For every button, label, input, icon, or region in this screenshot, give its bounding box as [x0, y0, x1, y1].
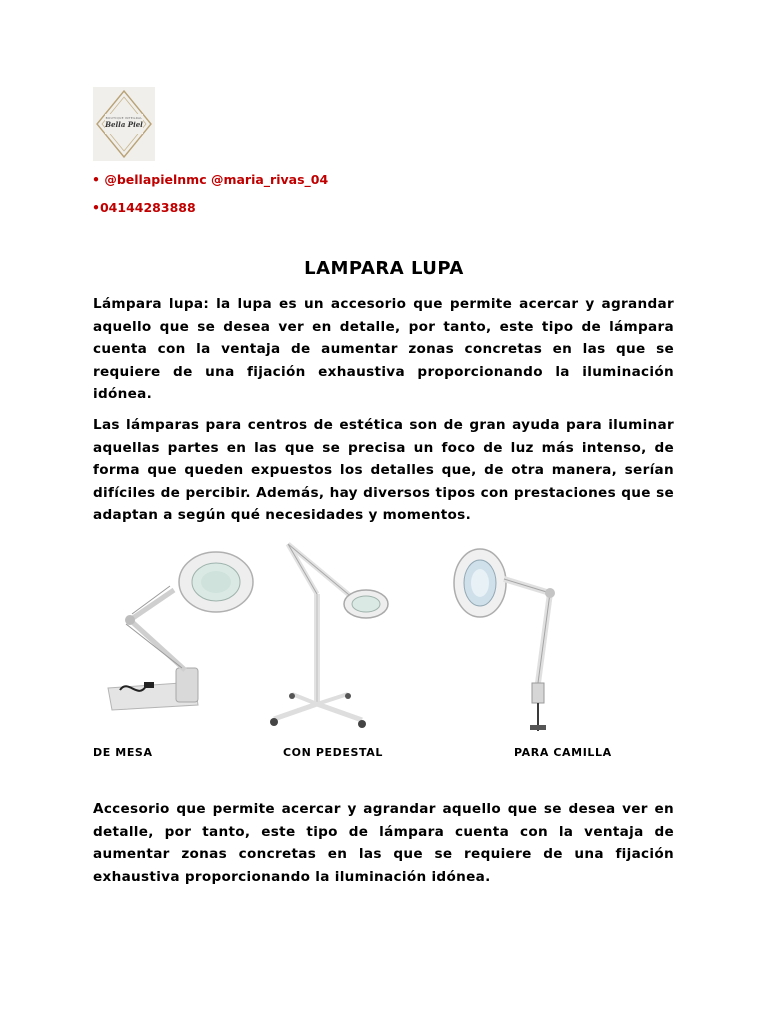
intro-paragraph: Lámpara lupa: la lupa es un accesorio que permite acercar y agrandar aquello que se desea ver en detalle, por tanto, este tipo de lámpara cuenta con la ventaja de aumentar zonas concretas en las que se requiere de una fijación exhaustiva proporcionando la iluminación idónea.: [93, 296, 674, 403]
desk-lamp-image: [100, 550, 258, 720]
desk-lamp-illustration: [100, 550, 258, 720]
logo-top-text: BOUTIQUE INTEGRAL: [105, 116, 143, 120]
description-paragraph: Las lámparas para centros de estética son de gran ayuda para iluminar aquellas partes en las que se precisa un foco de luz más intenso, de forma que queden expuestos los detalles que, de otra manera, serían difíciles de percibir. Además, hay diversos tipos con prestaciones que se adaptan a según qué necesidades y momentos.: [93, 417, 674, 524]
bed-lamp-illustration: [446, 543, 586, 738]
caption-desk-lamp: DE MESA: [93, 746, 153, 759]
contact-phone: •04144283888: [92, 200, 196, 215]
bed-lamp-image: [446, 543, 586, 738]
caption-pedestal-lamp: CON PEDESTAL: [283, 746, 383, 759]
contact-social-handles: • @bellapielnmc @maria_rivas_04: [92, 172, 329, 187]
closing-paragraph: Accesorio que permite acercar y agrandar aquello que se desea ver en detalle, por tanto, este tipo de lámpara cuenta con la ventaja de aumentar zonas concretas en las que se requiere de una fijación exhaustiva proporcionando la iluminación idónea.: [93, 801, 674, 885]
caption-bed-lamp: PARA CAMILLA: [514, 746, 612, 759]
pedestal-lamp-illustration: [262, 534, 392, 732]
logo-brand-text: Bella Piel: [105, 120, 143, 129]
brand-logo: [93, 87, 155, 161]
pedestal-lamp-image: [262, 534, 392, 732]
page-title: LAMPARA LUPA: [304, 258, 464, 279]
